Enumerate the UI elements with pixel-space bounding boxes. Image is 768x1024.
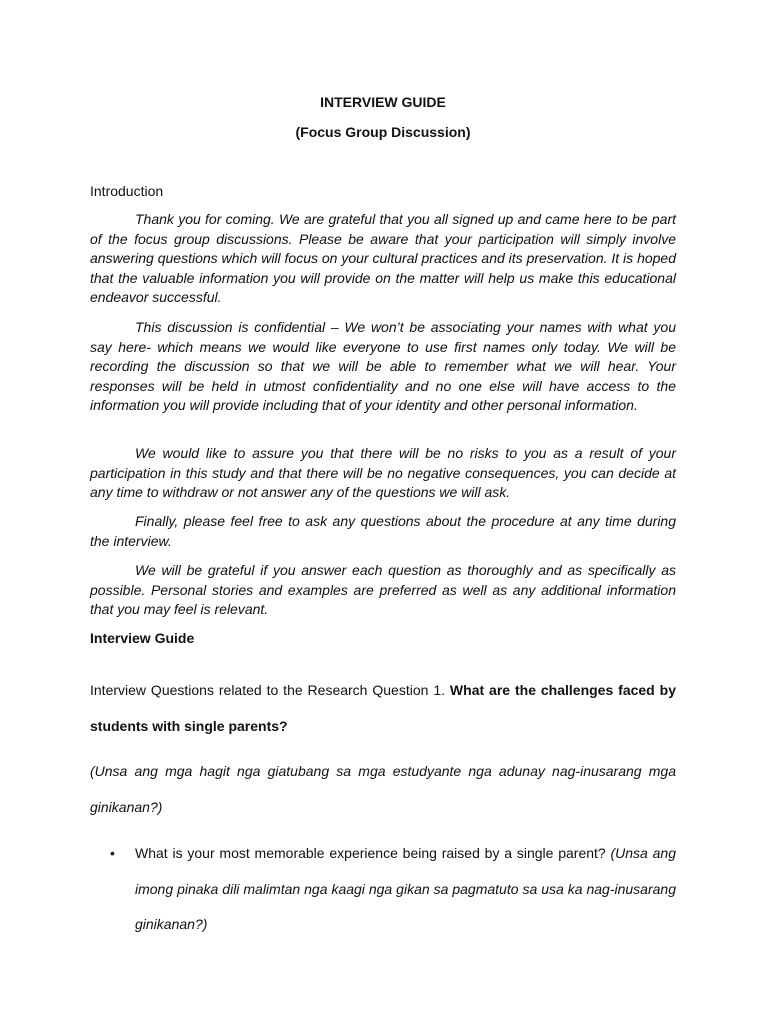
bullet-icon: • xyxy=(110,845,115,861)
question-text: What is your most memorable experience being raised by a single parent? xyxy=(135,845,611,861)
introduction-heading: Introduction xyxy=(90,183,164,199)
document-page xyxy=(90,0,676,1024)
intro-paragraph-5: We will be grateful if you answer each question as thoroughly and as specifically as possible. Personal stories and examples are preferred as well as any additional information that you may feel is relevant. xyxy=(90,562,676,617)
document-subtitle: (Focus Group Discussion) xyxy=(295,124,471,140)
question-translation: (Unsa ang imong pinaka dili malimtan nga kaagi nga gikan sa pagmatuto sa usa ka nag-inusarang ginikanan?) xyxy=(135,845,677,932)
research-question-translation: (Unsa ang mga hagit nga giatubang sa mga estudyante nga adunay nag-inusarang mga ginikanan?) xyxy=(90,763,676,815)
list-item xyxy=(90,836,676,943)
intro-paragraph-2: This discussion is confidential – We won’t be associating your names with what you say here- which means we would like everyone to use first names only today. We will be recording the discussion so that we will be able to remember what we will hear. Your responses will be held in utmost confidentiality and no one else will have access to the information you will provide including that of your identity and other personal information. xyxy=(90,319,676,413)
intro-paragraph-4: Finally, please feel free to ask any questions about the procedure at any time during the interview. xyxy=(90,513,676,549)
intro-paragraph-1: Thank you for coming. We are grateful that you all signed up and came here to be part of the focus group discussions. Please be aware that your participation will simply involve answering questions which will focus on your cultural practices and its preservation. It is hoped that the valuable information you will provide on the matter will help us make this educational endeavor successful. xyxy=(90,211,676,305)
intro-paragraph-3: We would like to assure you that there will be no risks to you as a result of your participation in this study and that there will be no negative consequences, you can decide at any time to withdraw or not answer any of the questions we will ask. xyxy=(90,445,676,500)
research-question xyxy=(90,673,676,744)
research-question-text: What are the challenges faced by students with single parents? xyxy=(90,682,676,734)
document-title: INTERVIEW GUIDE xyxy=(320,94,446,110)
research-question-lead: Interview Questions related to the Research Question 1. xyxy=(90,682,450,698)
interview-guide-heading: Interview Guide xyxy=(90,630,195,646)
question-list xyxy=(90,836,676,943)
